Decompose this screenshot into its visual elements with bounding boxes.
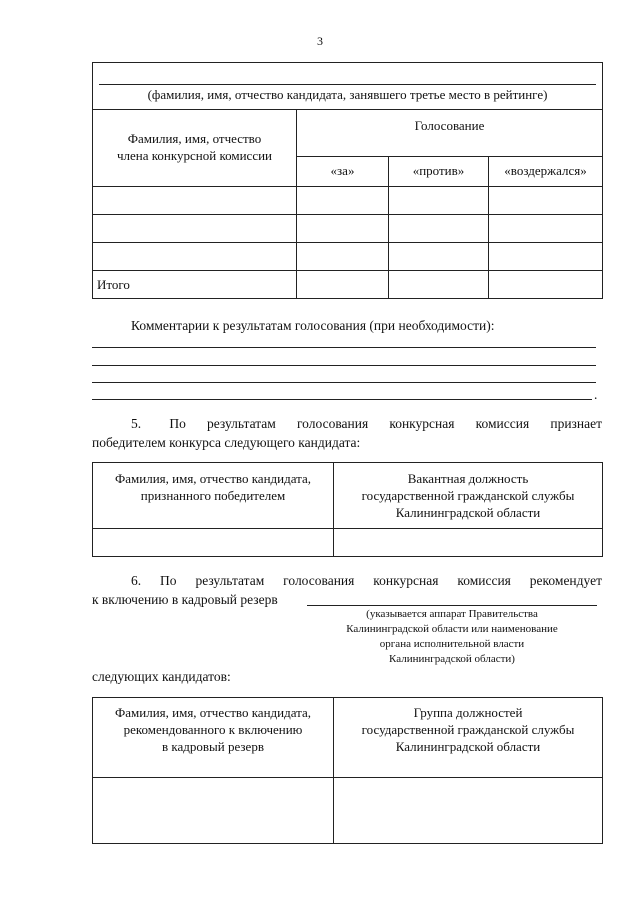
table-row: [93, 187, 603, 215]
winner-name-header: [93, 463, 334, 529]
reserve-col1-line2: рекомендованного к включению: [123, 721, 303, 737]
comments-label: Комментарии к результатам голосования (при необходимости):: [131, 318, 495, 333]
comment-line: [92, 347, 596, 348]
candidate-caption: (фамилия, имя, отчество кандидата, занявшего третье место в рейтинге): [147, 86, 548, 102]
page-number: 3: [317, 34, 323, 48]
total-label: Итого: [93, 271, 297, 299]
section6-line2: к включению в кадровый резерв: [92, 592, 278, 607]
reserve-col2-line1: Группа должностей: [413, 705, 523, 720]
candidate-name-line: [99, 84, 596, 85]
winner-col2-line1: Вакантная должность: [407, 471, 529, 486]
voting-table: [92, 62, 603, 299]
table-row: [93, 243, 603, 271]
comment-line: [92, 365, 596, 366]
reserve-table: [92, 697, 603, 844]
voting-header: Голосование: [297, 110, 603, 157]
reserve-body-line: [307, 605, 597, 606]
comments-end-dot: .: [594, 387, 598, 402]
member-name-header: [93, 110, 297, 187]
total-row: [93, 271, 603, 299]
winner-table: [92, 462, 603, 557]
comment-line: [92, 399, 592, 400]
member-header-line2: члена конкурсной комиссии: [117, 148, 272, 163]
position-group-header: [334, 698, 603, 778]
section5-line2: победителем конкурса следующего кандидата:: [92, 435, 361, 450]
col-abstained: «воздержался»: [489, 156, 603, 186]
section5-line1: 5. По результатам голосования конкурсная комиссия признает: [131, 416, 602, 431]
winner-col2-line2: государственной гражданской службы: [361, 487, 575, 503]
reserve-col2-line3: Калининградской области: [395, 738, 541, 754]
note-line4: Калининградской области): [389, 652, 515, 665]
candidate-name-cell: [93, 63, 603, 110]
section6-line1: 6. По результатам голосования конкурсная комиссия рекомендует: [131, 573, 602, 588]
winner-col2-line3: Калининградской области: [395, 504, 541, 520]
member-header-line1: Фамилия, имя, отчество: [127, 131, 262, 147]
reserve-name-header: [93, 698, 334, 778]
reserve-col2-line2: государственной гражданской службы: [361, 721, 575, 737]
note-line1: (указывается аппарат Правительства: [366, 608, 538, 620]
winner-col1-line2: признанного победителем: [140, 487, 286, 503]
col-for: «за»: [297, 156, 389, 186]
table-row: [93, 778, 603, 844]
comment-line: [92, 382, 596, 383]
table-row: [93, 215, 603, 243]
note-line3: органа исполнительной власти: [379, 637, 525, 650]
reserve-col1-line1: Фамилия, имя, отчество кандидата,: [114, 705, 312, 720]
winner-col1-line1: Фамилия, имя, отчество кандидата,: [114, 471, 312, 486]
vacancy-header: [334, 463, 603, 529]
section6-line3: следующих кандидатов:: [92, 669, 231, 684]
col-against: «против»: [389, 156, 489, 186]
reserve-col1-line3: в кадровый резерв: [162, 738, 264, 754]
note-line2: Калининградской области или наименование: [346, 622, 558, 635]
table-row: [93, 529, 603, 557]
reserve-body-note: [307, 607, 597, 666]
